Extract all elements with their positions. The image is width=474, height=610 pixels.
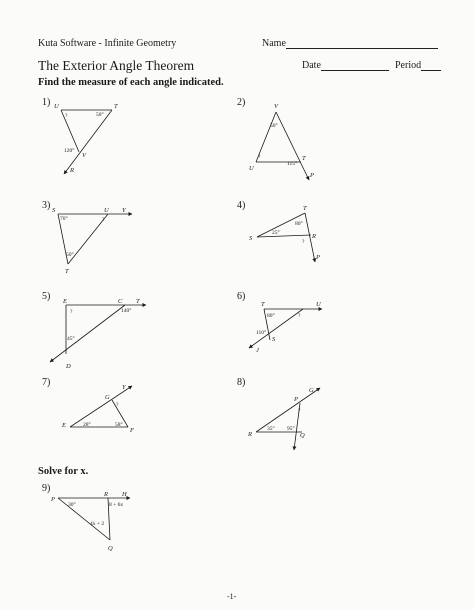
problem-number-1: 1) (42, 97, 51, 108)
label-t: T (65, 268, 69, 275)
angle-value: 35° (267, 426, 275, 432)
label-s: S (52, 207, 56, 214)
label-u: U (54, 103, 59, 110)
label-r: R (248, 431, 252, 438)
problem-number-2: 2) (237, 97, 246, 108)
label-t: T (114, 103, 118, 110)
label-e: E (62, 422, 66, 429)
angle-unknown: ? (102, 217, 105, 223)
figure-9 (50, 491, 130, 552)
label-s: S (272, 336, 276, 343)
solve-heading: Solve for x. (38, 466, 89, 477)
label-q: Q (300, 432, 305, 439)
label-p: P (294, 396, 298, 403)
problem-number-6: 6) (237, 291, 246, 302)
angle-value: 70° (60, 216, 68, 222)
label-d: D (66, 363, 71, 370)
ray-tr (64, 110, 112, 174)
angle-value: 140° (121, 308, 132, 314)
ray-j (249, 309, 303, 348)
angle-value: 80° (267, 313, 275, 319)
ray-ey (70, 386, 132, 427)
figure-8 (247, 387, 320, 450)
problem-number-4: 4) (237, 200, 246, 211)
segment-uv (61, 110, 79, 152)
figure-6 (249, 301, 322, 354)
angle-value: 58° (115, 422, 123, 428)
figure-2 (249, 103, 314, 180)
page-title: The Exterior Angle Theorem (38, 58, 195, 73)
figure-4 (249, 205, 320, 262)
date-label: Date (302, 60, 321, 71)
problem-number-9: 9) (42, 483, 51, 494)
angle-expression: 4x + 2 (90, 521, 105, 527)
label-u: U (104, 207, 109, 214)
problem-number-8: 8) (237, 377, 246, 388)
page-number: -1- (227, 592, 237, 601)
angle-unknown: ? (116, 402, 119, 408)
angle-value: 50° (270, 123, 278, 129)
label-u: U (316, 301, 321, 308)
angle-unknown: ? (298, 313, 301, 319)
label-j: J (256, 347, 259, 354)
label-p: P (51, 496, 55, 503)
angle-unknown: ? (302, 239, 305, 245)
angle-unknown: ? (258, 154, 261, 160)
label-t: T (303, 205, 307, 212)
label-t: T (302, 155, 306, 162)
period-label: Period (395, 60, 422, 71)
instructions: Find the measure of each angle indicated. (38, 77, 224, 88)
label-g: G (309, 387, 314, 394)
label-g: G (105, 394, 110, 401)
problem-number-5: 5) (42, 291, 51, 302)
label-c: C (118, 298, 123, 305)
label-e: E (63, 298, 67, 305)
label-q: Q (108, 545, 113, 552)
software-label: Kuta Software - Infinite Geometry (38, 38, 177, 49)
angle-value: 25° (272, 230, 280, 236)
angle-unknown: ? (298, 408, 301, 414)
figure-7 (61, 384, 135, 434)
label-p: P (316, 254, 320, 261)
angle-unknown: ? (70, 309, 73, 315)
label-f: F (130, 427, 134, 434)
label-v: V (274, 103, 278, 110)
problem-number-7: 7) (42, 377, 51, 388)
angle-value: 120° (64, 148, 75, 154)
angle-value: 50° (66, 252, 74, 258)
label-y: Y (122, 384, 126, 391)
figure-1 (54, 103, 118, 174)
label-p: P (310, 172, 314, 179)
angle-value: 45° (67, 336, 75, 342)
label-h: H (122, 491, 127, 498)
label-r: R (104, 491, 108, 498)
label-y: Y (122, 207, 126, 214)
figure-3 (52, 207, 132, 275)
ray-cd (50, 305, 125, 362)
angle-expression: 8 + 6x (109, 502, 124, 508)
angle-value: 95° (287, 426, 295, 432)
angle-value: 115° (287, 161, 298, 167)
angle-value: 28° (83, 422, 91, 428)
label-t: T (261, 301, 265, 308)
segment-pq (58, 498, 110, 540)
name-label: Name (262, 38, 286, 49)
angle-value: 80° (295, 221, 303, 227)
angle-value: 30° (68, 502, 76, 508)
label-r: R (70, 167, 74, 174)
label-r: R (312, 233, 316, 240)
figure-5 (50, 298, 146, 370)
label-v: V (82, 152, 86, 159)
problem-number-3: 3) (42, 200, 51, 211)
segment-sr (257, 235, 311, 237)
label-u: U (249, 165, 254, 172)
angle-value: 50° (96, 112, 104, 118)
label-t: T (136, 298, 140, 305)
ray-vp (276, 112, 309, 180)
label-s: S (249, 235, 253, 242)
angle-value: 110° (256, 330, 267, 336)
angle-unknown: ? (65, 113, 68, 119)
